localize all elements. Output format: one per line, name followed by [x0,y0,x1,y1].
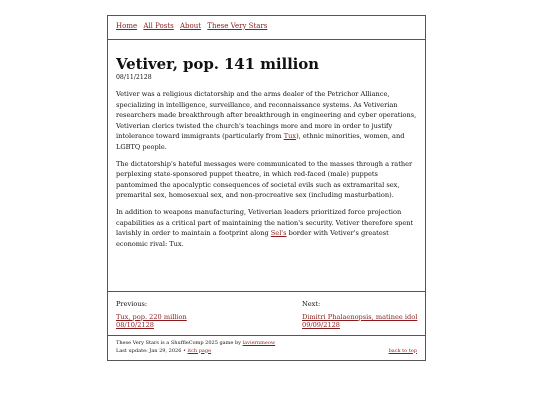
previous-post [116,300,187,330]
previous-post-date-link[interactable]: 08/10/2128 [116,321,155,329]
footer-update-text: Last update: Jan 29, 2026 • [116,347,188,354]
page-frame [107,15,426,361]
footer-credits [116,340,417,348]
itch-page-link[interactable]: itch page [187,347,212,354]
post-date: 08/11/2128 [116,74,152,81]
author-link[interactable]: laviernmeow [242,340,276,346]
post-paragraph-1 [116,89,417,153]
p1-text-a: Vetiver was a religious dictatorship and the arms dealer of the Petrichor Alliance, specializing in intelligence, surveillance, and reconnaissance systems. As Vetiverian researchers made breakthrough after breakthrough in engineering and cyber operations, Vetiverian clerics twisted the church's teachings more and more in order to justify intolerance toward immigrants (particularly from [116,90,417,141]
footer-credit-text: These Very Stars is a ShuffleComp 2025 game by [116,340,243,346]
nav-these-very-stars-link[interactable]: These Very Stars [207,22,268,30]
next-post-date-link[interactable]: 09/09/2128 [302,321,341,329]
nav-home-link[interactable]: Home [116,22,138,30]
tux-link[interactable]: Tux [283,132,297,141]
prev-next-section [108,292,425,336]
page-footer [108,336,425,355]
nav-all-posts-link[interactable]: All Posts [143,22,174,30]
sels-link[interactable]: Sel's [270,229,287,238]
previous-label: Previous: [116,300,148,308]
next-label: Next: [302,300,321,308]
previous-post-title-link[interactable]: Tux, pop. 220 million [116,312,187,321]
p3-text-b: border with Vetiver's greatest economic rival: Tux. [116,229,389,248]
next-post-title-link[interactable]: Dimitri Phalaenopsis, matinee idol [302,312,418,321]
footer-update [116,348,417,356]
post-paragraph-3 [116,207,417,249]
post-title: Vetiver, pop. 141 million [116,55,319,73]
post-paragraph-2: The dictatorship's hateful messages were communicated to the masses through a rather perplexing state-sponsored puppet theatre, in which red-faced (male) puppets pantomimed the apocalyptic consequences of societal evils such as extramarital sex, premarital sex, homosexual sex, and non-procreative sex (including masturbation). [116,159,413,200]
top-nav [108,16,425,40]
p3-text-a: In addition to weapons manufacturing, Vetiverian leaders prioritized force projection capabilities as a critical part of maintaining the nation's security. Vetiver therefore spent lavishly in order to maintain a footprint along [116,207,414,238]
post-content [108,40,425,292]
nav-about-link[interactable]: About [179,22,202,30]
next-post [302,300,417,330]
p1-text-b: ), ethnic minorities, women, and LGBTQ people. [116,132,405,151]
back-to-top-link[interactable]: back to top [388,347,417,354]
